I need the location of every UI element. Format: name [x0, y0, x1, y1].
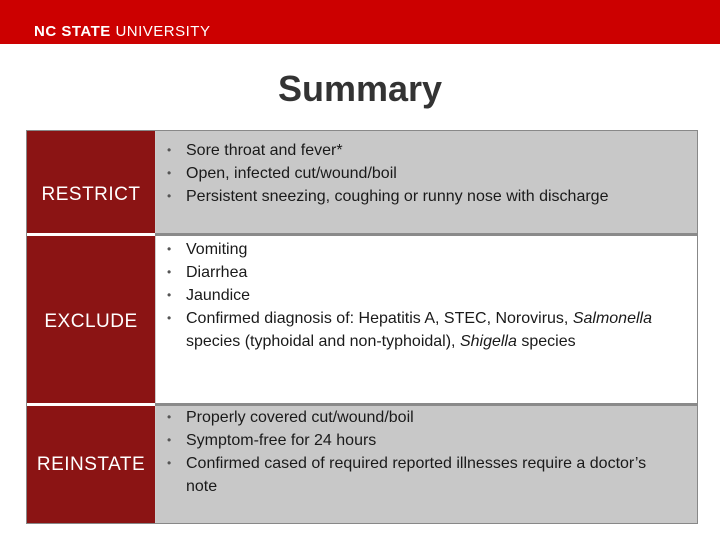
brand-thin: UNIVERSITY — [110, 23, 211, 40]
row-content-exclude — [155, 236, 697, 403]
page-title: Summary — [277, 68, 443, 109]
list-item: • Sore throat and fever* — [156, 139, 608, 162]
bullet-icon: • — [167, 410, 172, 424]
list-item: • Persistent sneezing, coughing or runny nose with discharge — [156, 185, 608, 208]
list-item: • Diarrhea — [156, 261, 676, 284]
italic-salmonella: Salmonella — [572, 310, 652, 327]
bullet-icon: • — [167, 143, 172, 157]
list-item: • Confirmed diagnosis of: Hepatitis A, STEC, Norovirus, Salmonella species (typhoidal and non-typhoidal), Shigella species — [156, 307, 676, 353]
list-item: • Confirmed cased of required reported illnesses require a doctor’s note — [156, 452, 676, 498]
row-label-restrict: RESTRICT — [27, 131, 155, 234]
row-label-reinstate: REINSTATE — [27, 406, 155, 523]
bullet-icon: • — [167, 166, 172, 180]
table-row-exclude — [27, 236, 697, 403]
table-row-reinstate — [27, 406, 697, 523]
university-logo — [34, 23, 210, 40]
bullet-icon: • — [167, 311, 172, 325]
bullet-icon: • — [167, 189, 172, 203]
bullet-icon: • — [167, 288, 172, 302]
bullet-icon: • — [167, 433, 172, 447]
bullet-icon: • — [167, 456, 172, 470]
top-banner — [0, 0, 720, 44]
list-item: • Vomiting — [156, 238, 676, 261]
table-row-restrict — [27, 131, 697, 234]
italic-shigella: Shigella — [459, 333, 517, 350]
list-item: • Properly covered cut/wound/boil — [156, 406, 676, 429]
bullet-icon: • — [167, 242, 172, 256]
brand-bold: NC STATE — [34, 23, 111, 40]
summary-table — [26, 130, 698, 524]
list-item: • Jaundice — [156, 284, 676, 307]
list-item: • Symptom-free for 24 hours — [156, 429, 676, 452]
row-content-restrict — [155, 131, 697, 234]
row-content-reinstate — [155, 406, 697, 523]
row-label-exclude: EXCLUDE — [27, 236, 155, 403]
list-item: • Open, infected cut/wound/boil — [156, 162, 608, 185]
bullet-icon: • — [167, 265, 172, 279]
